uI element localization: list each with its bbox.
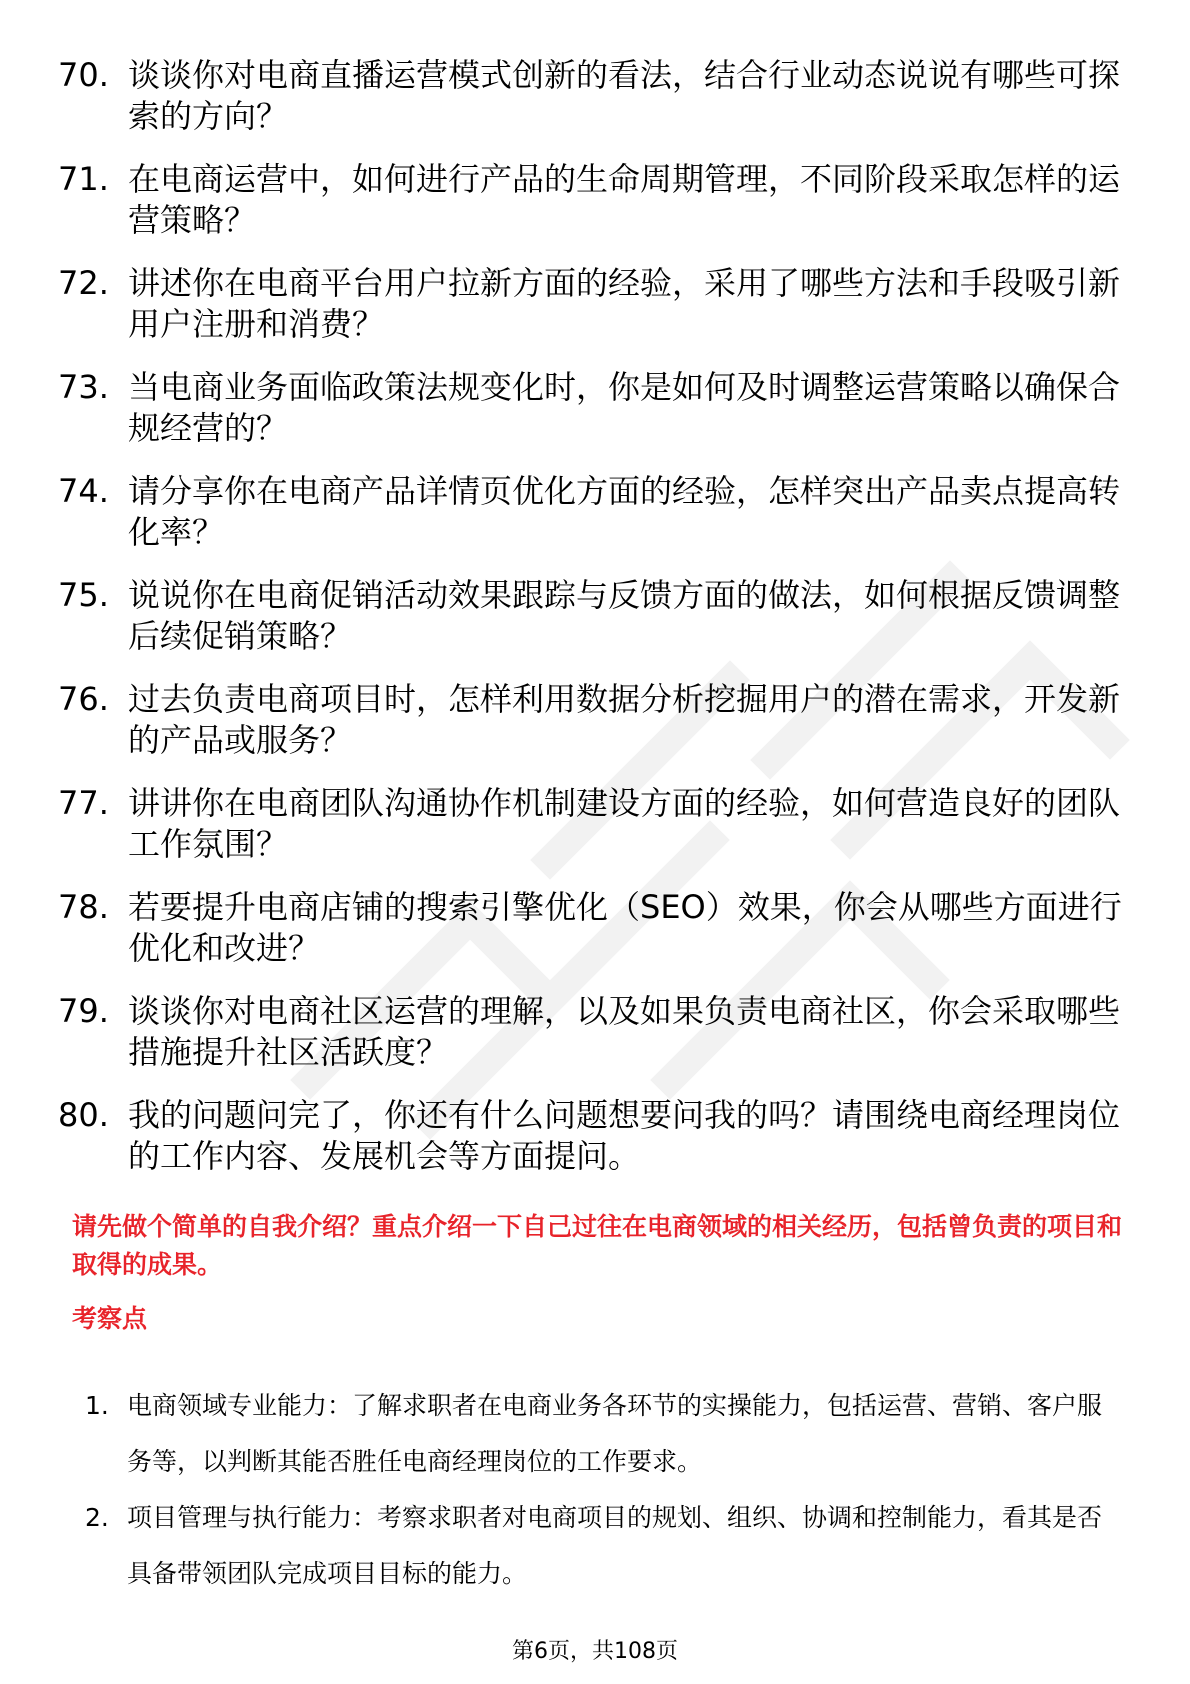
question-text: 讲述你在电商平台用户拉新方面的经验，采用了哪些方法和手段吸引新用户注册和消费？ — [128, 264, 1121, 343]
question-text: 我的问题问完了，你还有什么问题想要问我的吗？请围绕电商经理岗位的工作内容、发展机会等方面提问。 — [128, 1096, 1121, 1175]
point-text: 项目管理与执行能力：考察求职者对电商项目的规划、组织、协调和控制能力，看其是否具备带领团队完成项目目标的能力。 — [127, 1503, 1103, 1588]
list-item — [58, 471, 1138, 553]
list-item — [58, 679, 1138, 761]
question-number: 72. — [58, 264, 109, 302]
question-number: 75. — [58, 576, 109, 614]
list-item — [58, 159, 1138, 241]
assessment-points — [85, 1378, 1125, 1602]
question-text: 在电商运营中，如何进行产品的生命周期管理，不同阶段采取怎样的运营策略？ — [128, 160, 1121, 239]
question-text: 讲讲你在电商团队沟通协作机制建设方面的经验，如何营造良好的团队工作氛围？ — [128, 784, 1121, 863]
question-number: 73. — [58, 368, 109, 406]
list-item — [58, 55, 1138, 137]
question-text: 若要提升电商店铺的搜索引擎优化（SEO）效果，你会从哪些方面进行优化和改进？ — [128, 888, 1122, 967]
question-number: 80. — [58, 1096, 109, 1134]
question-text: 谈谈你对电商直播运营模式创新的看法，结合行业动态说说有哪些可探索的方向？ — [128, 56, 1121, 135]
question-number: 78. — [58, 888, 109, 926]
question-number: 74. — [58, 472, 109, 510]
list-item — [58, 263, 1138, 345]
page-footer: 第6页，共108页 — [512, 1639, 678, 1664]
question-text: 说说你在电商促销活动效果跟踪与反馈方面的做法，如何根据反馈调整后续促销策略？ — [128, 576, 1121, 655]
highlight-question: 请先做个简单的自我介绍？重点介绍一下自己过往在电商领域的相关经历，包括曾负责的项目和取得的成果。 — [72, 1212, 1123, 1279]
question-text: 请分享你在电商产品详情页优化方面的经验，怎样突出产品卖点提高转化率？ — [128, 472, 1121, 551]
list-item — [58, 887, 1138, 969]
list-item — [85, 1490, 1125, 1602]
section-title: 考察点 — [72, 1304, 148, 1333]
list-item — [85, 1378, 1125, 1490]
list-item — [58, 783, 1138, 865]
question-text: 过去负责电商项目时，怎样利用数据分析挖掘用户的潜在需求，开发新的产品或服务？ — [128, 680, 1121, 759]
list-item — [58, 367, 1138, 449]
list-item — [58, 1095, 1138, 1177]
question-text: 谈谈你对电商社区运营的理解，以及如果负责电商社区，你会采取哪些措施提升社区活跃度？ — [128, 992, 1121, 1071]
question-text: 当电商业务面临政策法规变化时，你是如何及时调整运营策略以确保合规经营的？ — [128, 368, 1121, 447]
question-number: 71. — [58, 160, 109, 198]
question-number: 79. — [58, 992, 109, 1030]
list-item — [58, 991, 1138, 1073]
list-item — [58, 575, 1138, 657]
question-number: 70. — [58, 56, 109, 94]
question-list — [58, 55, 1138, 1199]
point-number: 2. — [85, 1503, 109, 1532]
question-number: 77. — [58, 784, 109, 822]
question-number: 76. — [58, 680, 109, 718]
point-number: 1. — [85, 1391, 109, 1420]
point-text: 电商领域专业能力：了解求职者在电商业务各环节的实操能力，包括运营、营销、客户服务等，以判断其能否胜任电商经理岗位的工作要求。 — [127, 1391, 1103, 1476]
